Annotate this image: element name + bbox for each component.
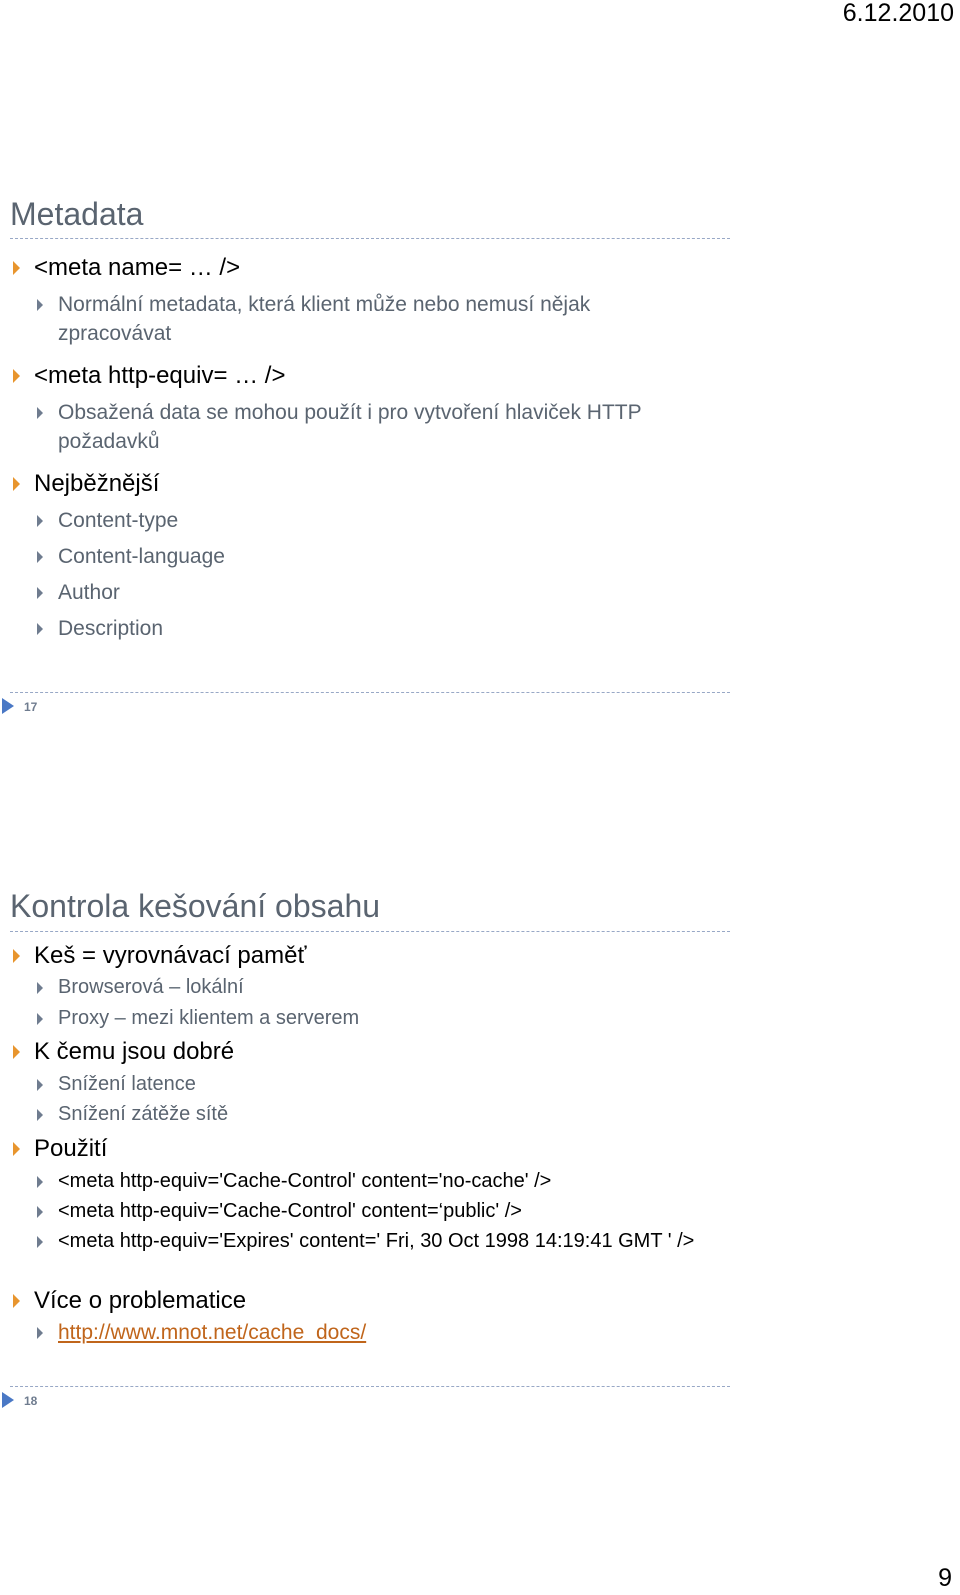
bullet-arrow-icon: [37, 1013, 43, 1025]
sub-bullet: Obsažená data se mohou použít i pro vytvoření hlaviček HTTP požadavků: [37, 402, 708, 457]
bullet-arrow-icon: [13, 949, 20, 963]
bullet-arrow-icon: [13, 1142, 20, 1156]
slide-number: 18: [24, 1394, 38, 1408]
sub-bullet: Proxy – mezi klientem a serverem: [37, 1008, 359, 1028]
sub-bullet: Content-type: [37, 510, 178, 531]
footer-divider: [10, 1386, 730, 1387]
bullet-arrow-icon: [37, 1176, 43, 1188]
bullet-nejbeznejsi: Nejběžnější: [13, 472, 159, 496]
sub-bullet: Snížení latence: [37, 1074, 196, 1094]
sub-bullet: <meta http-equiv='Expires' content=' Fri, 30 Oct 1998 14:19:41 GMT ' />: [37, 1231, 718, 1254]
sub-bullet: Content-language: [37, 546, 225, 567]
bullet-arrow-icon: [37, 1109, 43, 1121]
bullet-arrow-icon: [13, 1294, 20, 1308]
sub-bullet: Browserová – lokální: [37, 977, 244, 997]
bullet-k-cemu: K čemu jsou dobré: [13, 1040, 234, 1064]
page-date: 6.12.2010: [842, 0, 954, 27]
bullet-kes: Keš = vyrovnávací paměť: [13, 944, 306, 968]
page-number: 9: [938, 1564, 952, 1592]
bullet-arrow-icon: [37, 1206, 43, 1218]
bullet-arrow-icon: [37, 1327, 43, 1339]
bullet-arrow-icon: [37, 982, 43, 994]
bullet-meta-name: <meta name= … />: [13, 256, 240, 280]
sub-bullet: [37, 1322, 366, 1343]
bullet-vice: Více o problematice: [13, 1289, 246, 1313]
slide-number: 17: [24, 700, 38, 714]
bullet-arrow-icon: [13, 1045, 20, 1059]
slide-title: Kontrola kešování obsahu: [10, 888, 381, 924]
sub-bullet: Description: [37, 618, 163, 639]
cache-docs-link[interactable]: http://www.mnot.net/cache_docs/: [58, 1321, 367, 1344]
sub-bullet: <meta http-equiv='Cache-Control' content=‘public' />: [37, 1201, 522, 1221]
sub-bullet: Snížení zátěže sítě: [37, 1104, 228, 1124]
title-divider: [10, 931, 730, 932]
sub-bullet: Author: [37, 582, 120, 603]
slide-title: Metadata: [10, 196, 144, 232]
sub-bullet: <meta http-equiv='Cache-Control' content='no-cache' />: [37, 1171, 551, 1191]
bullet-arrow-icon: [37, 1079, 43, 1091]
sub-bullet: Normální metadata, která klient může nebo nemusí nějak zpracovávat: [37, 294, 708, 349]
bullet-meta-http-equiv: <meta http-equiv= … />: [13, 364, 285, 388]
footer-arrow-icon: [2, 1392, 14, 1408]
bullet-arrow-icon: [37, 1236, 43, 1248]
bullet-pouziti: Použití: [13, 1137, 107, 1161]
